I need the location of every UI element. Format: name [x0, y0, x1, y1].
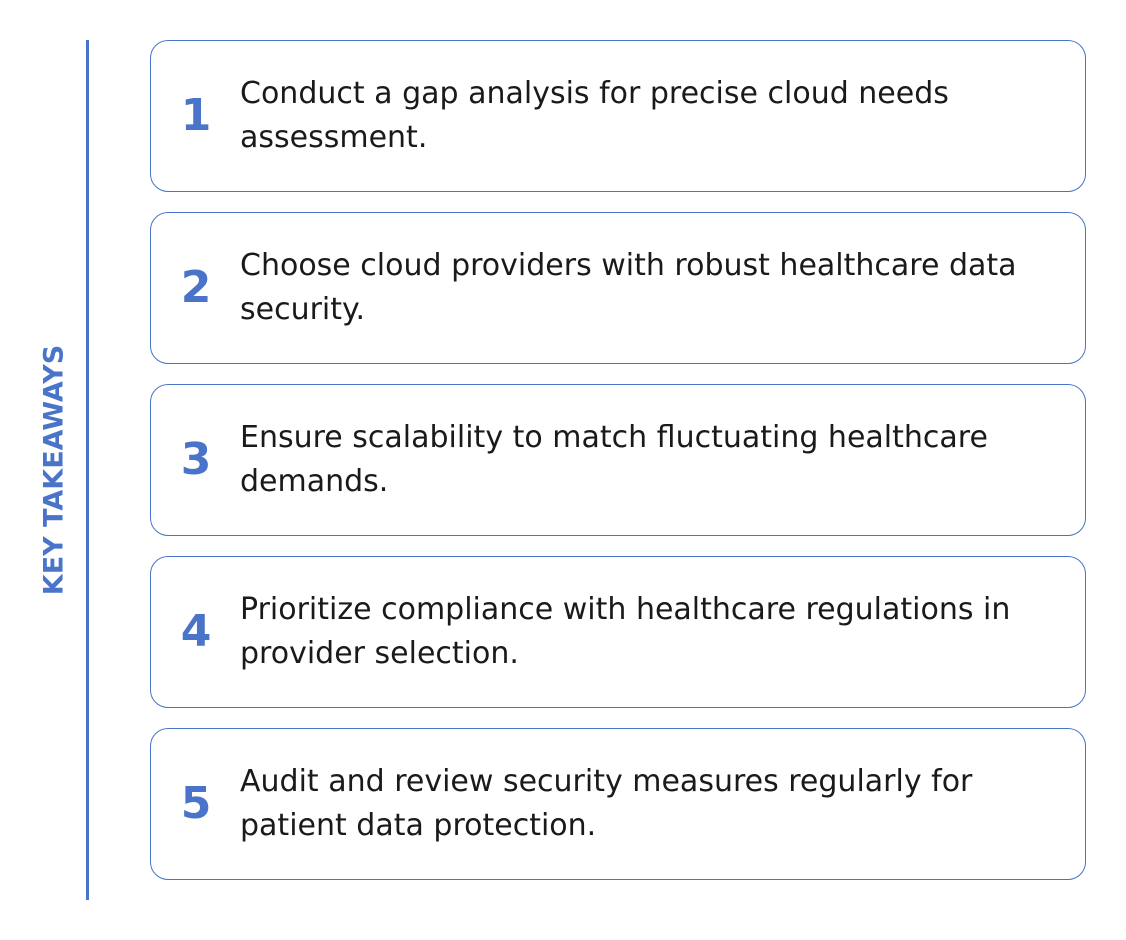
key-takeaways-title: KEY TAKEAWAYS — [38, 344, 70, 596]
takeaway-text: Audit and review security measures regularly for patient data protection. — [240, 764, 973, 843]
takeaway-text: Conduct a gap analysis for precise cloud needs assessment. — [240, 76, 949, 155]
takeaway-number: 4 — [180, 606, 212, 657]
vertical-divider — [86, 40, 89, 900]
takeaways-list — [150, 40, 1086, 900]
takeaway-text: Choose cloud providers with robust healthcare data security. — [240, 248, 1017, 327]
takeaway-number: 2 — [180, 262, 212, 313]
takeaway-card — [150, 384, 1086, 536]
takeaway-card — [150, 40, 1086, 192]
takeaway-card — [150, 556, 1086, 708]
takeaway-text: Prioritize compliance with healthcare regulations in provider selection. — [240, 592, 1011, 671]
takeaway-text: Ensure scalability to match fluctuating healthcare demands. — [240, 420, 988, 499]
takeaway-number: 3 — [180, 434, 212, 485]
takeaway-number: 5 — [180, 778, 212, 829]
takeaway-card — [150, 212, 1086, 364]
takeaway-number: 1 — [180, 90, 212, 141]
takeaway-card — [150, 728, 1086, 880]
